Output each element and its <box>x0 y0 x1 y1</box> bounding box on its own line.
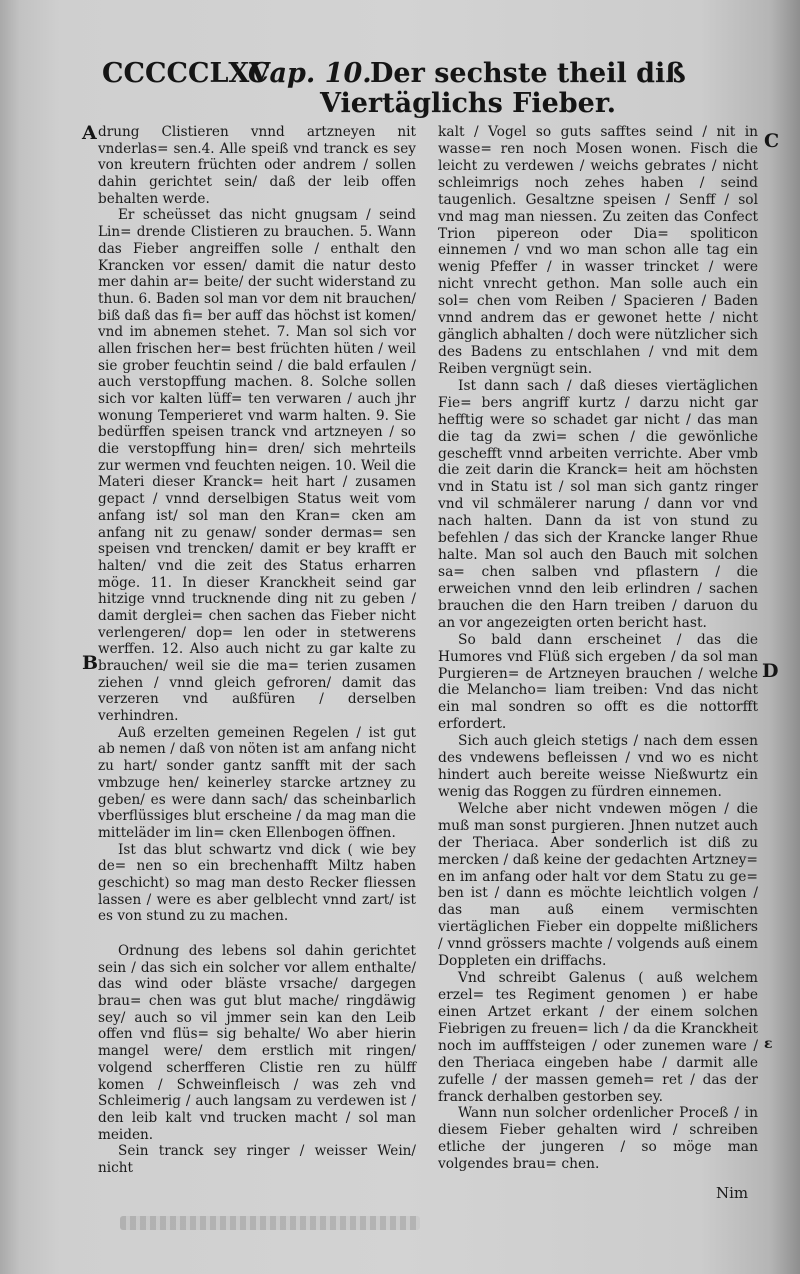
paragraph: Sein tranck sey ringer / weisser Wein/ nicht <box>98 1143 416 1176</box>
paragraph: Ist dann sach / daß dieses viertäglichen Fie= bers angriff kurtz / darzu nicht gar hefftig were so schadet gar nicht / das man die tag da zwi= schen / die gewönliche geschefft vnnd arbeiten verrichte. Aber vmb die zeit darin die Kranck= heit am höchsten vnd in Statu ist / sol man sich gantz ringer vnd vil schmälerer narung / dann vor vnd nach halten. Dann da ist von stund zu befehlen / das sich der Krancke langer Rhue halte. Man sol auch den Bauch mit solchen sa= chen salben vnd pflastern / die erweichen vnnd den leib erlindren / sachen brauchen die den Harn treiben / daruon du an vor angezeigten orten bericht hast. <box>438 377 758 631</box>
running-title: Der sechste theil diß <box>370 58 686 89</box>
chapter-label: Cap. 10. <box>248 58 372 89</box>
margin-letter-c: C <box>764 130 780 152</box>
margin-letter-d: D <box>762 660 779 682</box>
paragraph: drung Clistieren vnnd artzneyen nit vnderlas= sen.4. Alle speiß vnd tranck es sey von kreutern früchten oder andrem / sollen dahin gerichtet sein/ daß der leib offen behalten werde. <box>98 124 416 207</box>
paragraph: Er scheüsset das nicht gnugsam / seind Lin= drende Clistieren zu brauchen. 5. Wann das Fieber angreiffen solle / enthalt den Krancken vor essen/ damit die natur desto mer dahin ar= beite/ der sucht widerstand zu thun. 6. Baden sol man vor dem nit brauchen/ biß daß das fi= ber auff das höchst ist komen/ vnd im abnemen stehet. 7. Man sol sich vor allen frischen her= best früchten hüten / weil sie grober feuchtin seind / die bald erfaulen / auch verstopffung machen. 8. Solche sollen sich vor kalten lüff= ten verwaren / auch jhr wonung Temperieret vnd warm halten. 9. Sie bedürffen speisen tranck vnd artzneyen / so die verstopffung hin= dren/ sich mehrteils zur wermen vnd feuchten neigen. 10. Weil die Materi dieser Kranck= heit hart / zusamen gepact / vnnd derselbigen Status weit vom anfang ist/ sol man den Kran= cken am anfang nit zu genaw/ sonder dermas= sen speisen vnd trencken/ damit er bey krafft er halten/ vnd die zeit des Status erharren möge. 11. In dieser Kranckheit seind gar hitzige vnnd trucknende ding nit zu geben / damit derglei= chen sachen das Fieber nicht verlengeren/ dop= len oder in stetwerens werffen. 12. Also auch nicht zu gar kalte zu brauchen/ weil sie die ma= terien zusamen ziehen / vnnd gleich gefroren/ damit das verzeren vnd außfüren / derselben verhindren. <box>98 207 416 725</box>
paragraph: Wann nun solcher ordenlicher Proceß / in diesem Fieber gehalten wird / schreiben etliche der jungeren / so möge man volgendes brau= chen. <box>438 1105 758 1173</box>
paragraph: Welche aber nicht vndewen mögen / die muß man sonst purgieren. Jhnen nutzet auch der Theriaca. Aber sonderlich ist diß zu mercken / daß keine der gedachten Artzney= en im anfang oder halt vor dem Statu zu ge= ben ist / dann es möchte leichtlich volgen / das man auß einem vermischten viertäglichen Fieber ein doppelte mißlichers / vnnd grössers machte / volgends auß einem Doppleten ein driffachs. <box>438 800 758 970</box>
left-column <box>98 124 416 1177</box>
right-column <box>438 124 758 1173</box>
paragraph: kalt / Vogel so guts safftes seind / nit in wasse= ren noch Mosen wonen. Fisch die leicht zu verdewen / weichs gebrates / nicht schleimrigs noch zehes haben / seind taugenlich. Gesaltzne speisen / Senff / sol vnd mag man niessen. Zu zeiten das Confect Trion pipereon oder Dia= spoliticon einnemen / vnd wo man schon alle tag ein wenig Pfeffer / in wasser trincket / were nicht vnrecht gethon. Man solle auch ein sol= chen vom Reiben / Spacieren / Baden vnnd andrem das er gewonet hette / nicht gänglich abhalten / doch were nützlicher sich des Badens zu entschlahen / vnd mit dem Reiben vergnügt sein. <box>438 124 758 377</box>
show-through-text <box>120 1216 420 1230</box>
paragraph: So bald dann erscheinet / das die Humores vnd Flüß sich ergeben / da sol man Purgieren= de Artzneyen brauchen / welche die Melancho= liam treiben: Vnd das nicht ein mal sondren so offt es die nottorfft erfordert. <box>438 631 758 733</box>
margin-letter-b: B <box>82 652 99 674</box>
page-header <box>0 52 800 122</box>
paragraph: Ist das blut schwartz vnd dick ( wie bey de= nen so ein brechenhafft Miltz haben geschicht) so mag man desto Recker fliessen lassen / were es aber gelblecht vnnd zart/ ist es von stund zu zu machen. <box>98 841 416 925</box>
margin-letter-a: A <box>82 122 97 144</box>
paragraph: Auß erzelten gemeinen Regelen / ist gut ab nemen / daß von nöten ist am anfang nicht zu hart/ sonder gantz sanfft mit der sach vmbzuge hen/ keinerley starcke artzney zu geben/ es were dann sach/ das scheinbarlich vberflüssiges blut erscheine / da mag man die mitteläder im lin= cken Ellenbogen öffnen. <box>98 724 416 841</box>
paragraph: Ordnung des lebens sol dahin gerichtet sein / das sich ein solcher vor allem enthalte/ das wind oder bläste vrsache/ dargegen brau= chen was gut blut mache/ ringdäwig sey/ auch so vil jmmer sein kan den Leib offen vnd flüs= sig behalte/ Wo aber hierin mangel were/ dem erstlich mit ringen/ volgend scherfferen Clistie ren zu hülff komen / Schweinfleisch / was zeh vnd Schleimerig / auch langsam zu verdewen ist / den leib kalt vnd trucken macht / sol man meiden. <box>98 943 416 1143</box>
margin-mark: ε <box>764 1036 773 1052</box>
catchword: Nim <box>716 1184 749 1202</box>
section-subtitle: Viertäglichs Fieber. <box>320 88 616 119</box>
paragraph: Sich auch gleich stetigs / nach dem essen des vndewens befleissen / vnd wo es nicht hindert auch bereite weisse Nießwurtz ein wenig das Roggen zu fürdren einnemen. <box>438 733 758 800</box>
folio-number: CCCCCLXV <box>102 58 271 89</box>
paragraph: Vnd schreibt Galenus ( auß welchem erzel= tes Regiment genomen ) er habe einen Artzet erkant / der einem solchen Fiebrigen zu freuen= lich / da die Kranckheit noch im aufffsteigen / oder zunemen ware / den Theriaca eingeben habe / darmit alle zufelle / der massen gemeh= ret / das der franck derhalben gestorben sey. <box>438 970 758 1105</box>
